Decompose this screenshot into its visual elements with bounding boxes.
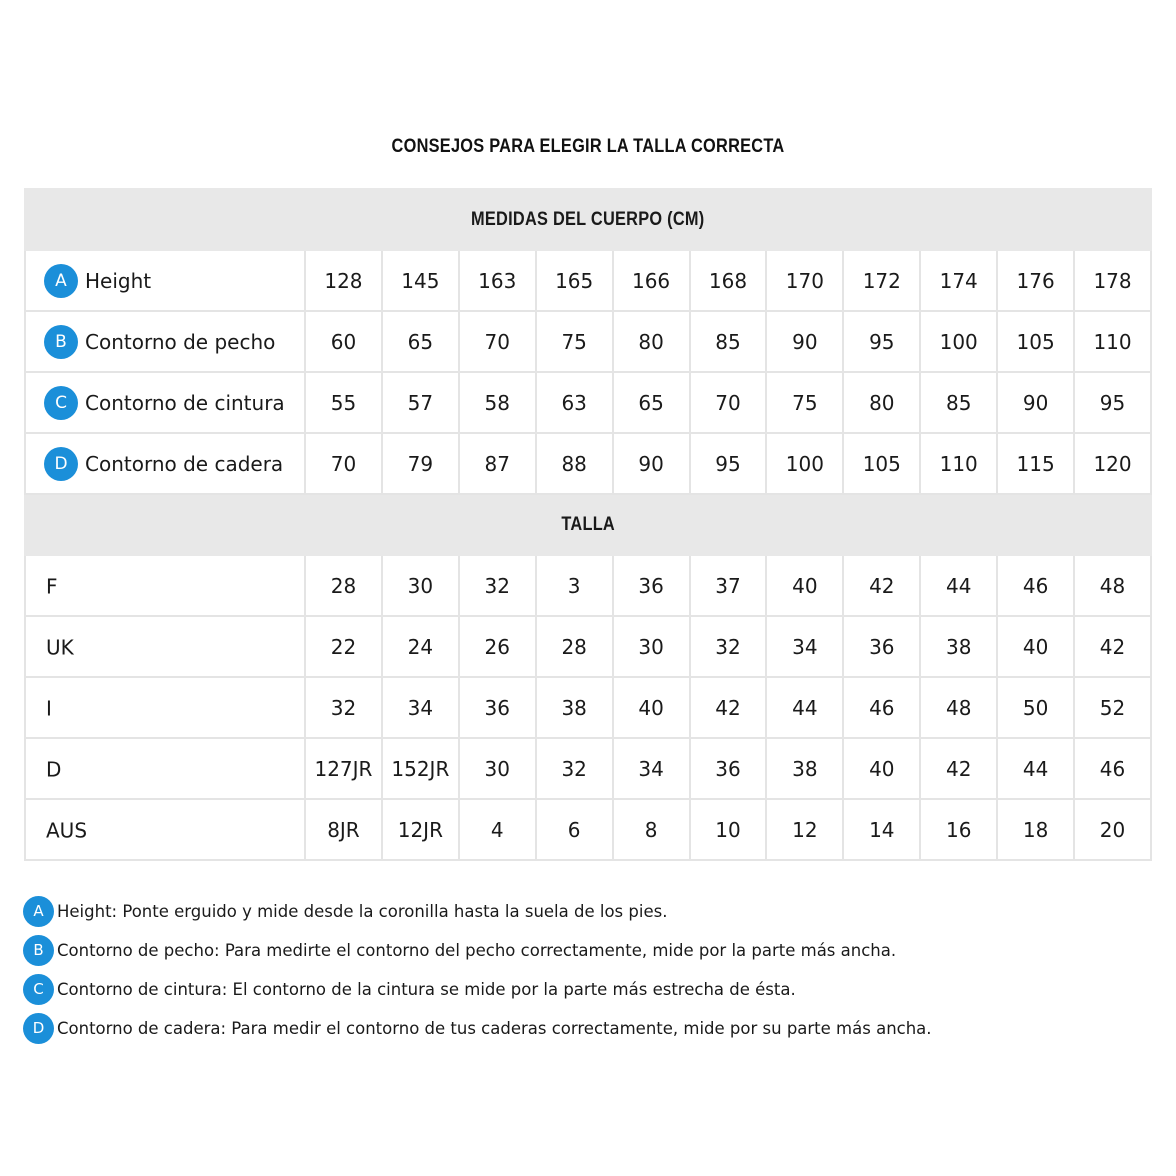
section-title: MEDIDAS DEL CUERPO (CM) <box>471 208 705 230</box>
measurement-badge: A <box>23 896 54 927</box>
row-label: AUS <box>46 818 88 843</box>
table-cell: 95 <box>843 311 920 372</box>
section-title: TALLA <box>561 513 615 535</box>
table-row <box>25 799 1151 860</box>
measurement-badge: A <box>44 264 78 298</box>
table-cell: 85 <box>920 372 997 433</box>
table-cell: 110 <box>920 433 997 494</box>
table-cell: 28 <box>305 555 382 616</box>
table-cell: 115 <box>997 433 1074 494</box>
size-header-cell <box>25 494 1151 555</box>
table-cell: 12 <box>766 799 843 860</box>
row-label-cell <box>25 433 305 494</box>
table-cell: 79 <box>382 433 459 494</box>
table-cell: 105 <box>997 311 1074 372</box>
table-cell: 40 <box>843 738 920 799</box>
table-cell: 60 <box>305 311 382 372</box>
note-item <box>23 934 932 966</box>
table-cell: 32 <box>690 616 767 677</box>
table-row <box>25 616 1151 677</box>
body-measurements-header <box>25 189 1151 250</box>
table-cell: 34 <box>766 616 843 677</box>
page-title: CONSEJOS PARA ELEGIR LA TALLA CORRECTA <box>391 136 785 157</box>
measurement-badge: D <box>23 1013 54 1044</box>
table-cell: 10 <box>690 799 767 860</box>
table-cell: 50 <box>997 677 1074 738</box>
table-cell: 34 <box>613 738 690 799</box>
table-cell: 48 <box>1074 555 1151 616</box>
table-cell: 30 <box>459 738 536 799</box>
table-cell: 36 <box>613 555 690 616</box>
table-cell: 178 <box>1074 250 1151 311</box>
table-row <box>25 677 1151 738</box>
table-cell: 88 <box>536 433 613 494</box>
table-cell: 16 <box>920 799 997 860</box>
row-label: D <box>46 757 62 782</box>
table-cell: 65 <box>382 311 459 372</box>
table-cell: 36 <box>843 616 920 677</box>
table-cell: 85 <box>690 311 767 372</box>
table-cell: 90 <box>766 311 843 372</box>
table-cell: 30 <box>613 616 690 677</box>
table-cell: 165 <box>536 250 613 311</box>
table-cell: 70 <box>690 372 767 433</box>
table-cell: 87 <box>459 433 536 494</box>
table-cell: 36 <box>459 677 536 738</box>
table-cell: 18 <box>997 799 1074 860</box>
table-cell: 55 <box>305 372 382 433</box>
table-cell: 90 <box>613 433 690 494</box>
table-cell: 38 <box>536 677 613 738</box>
table-cell: 70 <box>459 311 536 372</box>
table-cell: 95 <box>1074 372 1151 433</box>
table-cell: 127JR <box>305 738 382 799</box>
table-cell: 12JR <box>382 799 459 860</box>
table-cell: 26 <box>459 616 536 677</box>
table-cell: 48 <box>920 677 997 738</box>
note-text: Height: Ponte erguido y mide desde la coronilla hasta la suela de los pies. <box>57 901 668 921</box>
table-cell: 80 <box>613 311 690 372</box>
table-cell: 145 <box>382 250 459 311</box>
table-cell: 32 <box>536 738 613 799</box>
row-label: Contorno de pecho <box>85 329 276 354</box>
row-label-cell <box>25 555 305 616</box>
body-measurements-header-cell <box>25 189 1151 250</box>
size-header <box>25 494 1151 555</box>
table-cell: 38 <box>766 738 843 799</box>
row-label: Contorno de cadera <box>85 451 284 476</box>
table-cell: 44 <box>920 555 997 616</box>
table-cell: 100 <box>920 311 997 372</box>
note-text: Contorno de cintura: El contorno de la cintura se mide por la parte más estrecha de ésta. <box>57 979 796 999</box>
table-cell: 58 <box>459 372 536 433</box>
table-cell: 40 <box>766 555 843 616</box>
measurement-badge: B <box>44 325 78 359</box>
table-cell: 63 <box>536 372 613 433</box>
note-item <box>23 895 932 927</box>
table-cell: 22 <box>305 616 382 677</box>
table-cell: 75 <box>766 372 843 433</box>
table-cell: 105 <box>843 433 920 494</box>
note-item <box>23 1012 932 1044</box>
table-cell: 36 <box>690 738 767 799</box>
row-label: F <box>46 574 58 599</box>
table-cell: 80 <box>843 372 920 433</box>
row-label-cell <box>25 677 305 738</box>
table-row <box>25 311 1151 372</box>
row-label-cell <box>25 799 305 860</box>
table-cell: 176 <box>997 250 1074 311</box>
table-cell: 24 <box>382 616 459 677</box>
table-row <box>25 738 1151 799</box>
table-cell: 32 <box>459 555 536 616</box>
row-label: Contorno de cintura <box>85 390 285 415</box>
table-cell: 120 <box>1074 433 1151 494</box>
table-cell: 44 <box>766 677 843 738</box>
table-cell: 37 <box>690 555 767 616</box>
measurement-notes <box>23 895 932 1051</box>
note-text: Contorno de cadera: Para medir el contorno de tus caderas correctamente, mide por su parte más ancha. <box>57 1018 932 1038</box>
table-cell: 34 <box>382 677 459 738</box>
table-cell: 14 <box>843 799 920 860</box>
table-cell: 42 <box>843 555 920 616</box>
table-cell: 32 <box>305 677 382 738</box>
table-cell: 52 <box>1074 677 1151 738</box>
table-cell: 163 <box>459 250 536 311</box>
row-label-cell <box>25 738 305 799</box>
table-cell: 20 <box>1074 799 1151 860</box>
table-cell: 128 <box>305 250 382 311</box>
row-label: UK <box>46 635 74 660</box>
table-cell: 65 <box>613 372 690 433</box>
table-cell: 42 <box>690 677 767 738</box>
row-label-cell <box>25 250 305 311</box>
table-cell: 152JR <box>382 738 459 799</box>
row-label: Height <box>85 268 152 293</box>
table-row <box>25 433 1151 494</box>
table-cell: 40 <box>613 677 690 738</box>
table-cell: 42 <box>920 738 997 799</box>
row-label-cell <box>25 616 305 677</box>
measurement-badge: C <box>44 386 78 420</box>
table-cell: 42 <box>1074 616 1151 677</box>
measurement-badge: C <box>23 974 54 1005</box>
size-chart-table <box>24 188 1152 861</box>
table-cell: 38 <box>920 616 997 677</box>
table-row <box>25 555 1151 616</box>
table-cell: 4 <box>459 799 536 860</box>
table-cell: 30 <box>382 555 459 616</box>
table-cell: 170 <box>766 250 843 311</box>
table-cell: 70 <box>305 433 382 494</box>
table-cell: 75 <box>536 311 613 372</box>
table-cell: 110 <box>1074 311 1151 372</box>
row-label-cell <box>25 372 305 433</box>
table-cell: 95 <box>690 433 767 494</box>
size-chart-body <box>25 189 1151 860</box>
table-cell: 46 <box>997 555 1074 616</box>
table-cell: 8JR <box>305 799 382 860</box>
table-row <box>25 372 1151 433</box>
table-cell: 8 <box>613 799 690 860</box>
table-cell: 46 <box>843 677 920 738</box>
table-cell: 166 <box>613 250 690 311</box>
row-label-cell <box>25 311 305 372</box>
table-cell: 6 <box>536 799 613 860</box>
measurement-badge: D <box>44 447 78 481</box>
note-item <box>23 973 932 1005</box>
table-cell: 100 <box>766 433 843 494</box>
table-cell: 46 <box>1074 738 1151 799</box>
table-cell: 57 <box>382 372 459 433</box>
table-cell: 3 <box>536 555 613 616</box>
row-label: I <box>46 696 52 721</box>
table-row <box>25 250 1151 311</box>
table-cell: 174 <box>920 250 997 311</box>
table-cell: 172 <box>843 250 920 311</box>
measurement-badge: B <box>23 935 54 966</box>
table-cell: 168 <box>690 250 767 311</box>
table-cell: 90 <box>997 372 1074 433</box>
table-cell: 40 <box>997 616 1074 677</box>
note-text: Contorno de pecho: Para medirte el contorno del pecho correctamente, mide por la parte más ancha. <box>57 940 897 960</box>
table-cell: 28 <box>536 616 613 677</box>
table-cell: 44 <box>997 738 1074 799</box>
